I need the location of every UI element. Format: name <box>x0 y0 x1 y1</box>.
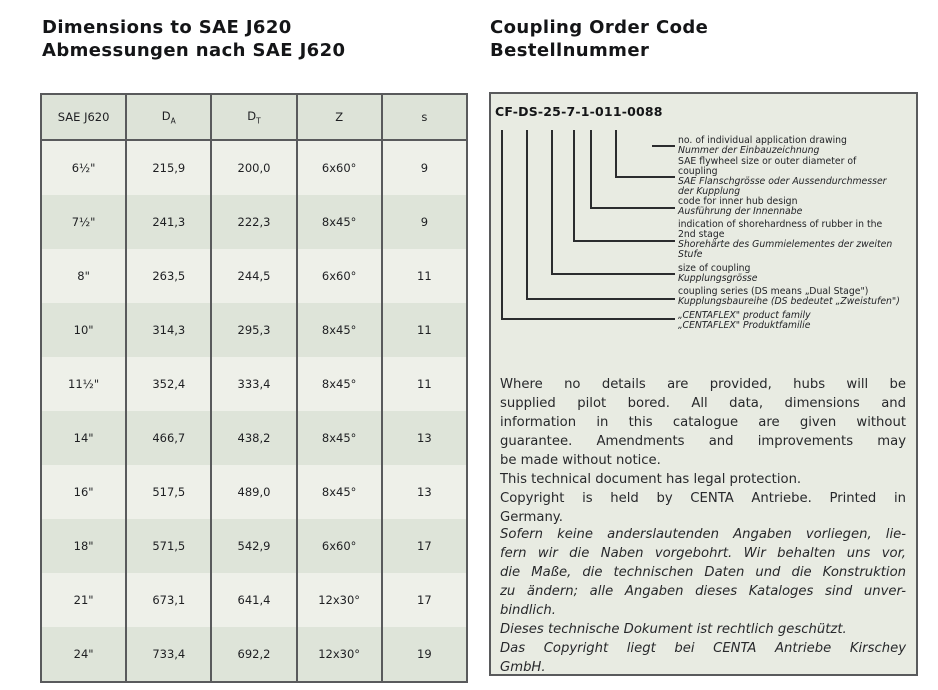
connector-line <box>526 130 528 300</box>
legal-text-line: fern wir die Naben vorgebohrt. Wir behalten uns vor, <box>500 546 906 561</box>
legal-text-line: zu ändern; alle Angaben dieses Kataloges sind unver- <box>500 584 906 599</box>
table-cell: 11 <box>382 357 467 411</box>
order-code-annotation: no. of individual application drawing Nummer der Einbauzeichnung <box>678 135 847 156</box>
table-cell: 10" <box>41 303 126 357</box>
table-cell: 295,3 <box>211 303 296 357</box>
table-cell: 517,5 <box>126 465 211 519</box>
table-cell: 8x45° <box>297 465 382 519</box>
column-header: $D_T$ <box>211 94 296 140</box>
table-cell: 13 <box>382 411 467 465</box>
table-header <box>41 94 467 140</box>
connector-line <box>590 130 592 209</box>
legal-text-line: information in this catalogue are given without <box>500 415 906 430</box>
table-cell: 6x60° <box>297 140 382 195</box>
left-section-title <box>42 16 345 62</box>
table-row <box>41 627 467 682</box>
connector-line <box>526 298 675 300</box>
order-code-annotation: „CENTAFLEX" product family „CENTAFLEX" Produktfamilie <box>678 310 811 331</box>
table-row <box>41 357 467 411</box>
table-cell: 16" <box>41 465 126 519</box>
legal-text-line: Sofern keine anderslautenden Angaben vorliegen, lie- <box>500 527 906 542</box>
legal-text-line: Das Copyright liegt bei CENTA Antriebe Kirschey <box>500 641 906 656</box>
table-cell: 215,9 <box>126 140 211 195</box>
legal-text-line: guarantee. Amendments and improvements may <box>500 434 906 449</box>
column-header: s <box>382 94 467 140</box>
table-cell: 8x45° <box>297 303 382 357</box>
connector-line <box>573 130 575 242</box>
column-header: Z <box>297 94 382 140</box>
connector-line <box>590 207 675 209</box>
table-cell: 13 <box>382 465 467 519</box>
table-cell: 21" <box>41 573 126 627</box>
table-cell: 6½" <box>41 140 126 195</box>
legal-notice-german <box>500 525 906 677</box>
table-row <box>41 411 467 465</box>
table-cell: 17 <box>382 519 467 573</box>
legal-text-line: bindlich. <box>500 603 556 618</box>
table-cell: 19 <box>382 627 467 682</box>
order-code-annotation: indication of shorehardness of rubber in the 2nd stage Shorehärte des Gummielementes der zweiten Stufe <box>678 219 893 260</box>
connector-line <box>501 318 675 320</box>
connector-line <box>652 145 675 147</box>
table-cell: 6x60° <box>297 519 382 573</box>
legal-text-line: Germany. <box>500 510 563 525</box>
table-row <box>41 195 467 249</box>
table-cell: 9 <box>382 195 467 249</box>
table-cell: 200,0 <box>211 140 296 195</box>
table-cell: 641,4 <box>211 573 296 627</box>
coupling-order-code-panel <box>489 92 918 676</box>
table-cell: 241,3 <box>126 195 211 249</box>
table-cell: 352,4 <box>126 357 211 411</box>
table-cell: 222,3 <box>211 195 296 249</box>
table-row <box>41 140 467 195</box>
order-code-annotation: SAE flywheel size or outer diameter of coupling SAE Flanschgrösse oder Aussendurchmesser der Kupplung <box>678 156 887 197</box>
legal-text-line: be made without notice. <box>500 453 661 468</box>
legal-text-line: die Maße, die technischen Daten und die Konstruktion <box>500 565 906 580</box>
dimensions-table-wrap <box>40 93 468 683</box>
sae-j620-dimensions-table <box>40 93 468 683</box>
table-cell: 7½" <box>41 195 126 249</box>
order-code-annotation: code for inner hub design Ausführung der Innennabe <box>678 196 803 217</box>
table-cell: 673,1 <box>126 573 211 627</box>
order-code: CF-DS-25-7-1-011-0088 <box>495 104 663 119</box>
table-cell: 11½" <box>41 357 126 411</box>
table-cell: 11 <box>382 303 467 357</box>
table-cell: 466,7 <box>126 411 211 465</box>
table-cell: 8x45° <box>297 195 382 249</box>
table-cell: 542,9 <box>211 519 296 573</box>
table-cell: 6x60° <box>297 249 382 303</box>
table-cell: 9 <box>382 140 467 195</box>
right-section-title <box>490 16 708 62</box>
left-title-german: Abmessungen nach SAE J620 <box>42 40 346 61</box>
table-cell: 263,5 <box>126 249 211 303</box>
legal-text-line: GmbH. <box>500 660 546 675</box>
order-code-annotation: size of coupling Kupplungsgrösse <box>678 263 758 284</box>
table-cell: 438,2 <box>211 411 296 465</box>
table-cell: 11 <box>382 249 467 303</box>
connector-line <box>615 176 675 178</box>
table-row <box>41 303 467 357</box>
left-title-english: Dimensions to SAE J620 <box>42 17 292 38</box>
table-cell: 12x30° <box>297 573 382 627</box>
table-row <box>41 519 467 573</box>
table-cell: 18" <box>41 519 126 573</box>
legal-text-line: Dieses technische Dokument ist rechtlich geschützt. <box>500 622 847 637</box>
table-cell: 24" <box>41 627 126 682</box>
table-cell: 489,0 <box>211 465 296 519</box>
connector-line <box>501 130 503 320</box>
table-cell: 17 <box>382 573 467 627</box>
column-header: SAE J620 <box>41 94 126 140</box>
legal-text-line: Copyright is held by CENTA Antriebe. Printed in <box>500 491 906 506</box>
legal-text-line: This technical document has legal protection. <box>500 472 802 487</box>
table-cell: 314,3 <box>126 303 211 357</box>
table-cell: 8x45° <box>297 411 382 465</box>
table-cell: 12x30° <box>297 627 382 682</box>
table-cell: 8x45° <box>297 357 382 411</box>
connector-line <box>551 273 675 275</box>
table-cell: 8" <box>41 249 126 303</box>
table-row <box>41 465 467 519</box>
table-cell: 333,4 <box>211 357 296 411</box>
connector-line <box>551 130 553 275</box>
column-header: $D_A$ <box>126 94 211 140</box>
table-row <box>41 573 467 627</box>
table-row <box>41 249 467 303</box>
connector-line <box>615 130 617 178</box>
right-title-english: Coupling Order Code <box>490 17 709 38</box>
connector-line <box>573 240 675 242</box>
table-cell: 733,4 <box>126 627 211 682</box>
right-title-german: Bestellnummer <box>490 40 650 61</box>
table-cell: 571,5 <box>126 519 211 573</box>
legal-text-line: Where no details are provided, hubs will be <box>500 377 906 392</box>
table-cell: 692,2 <box>211 627 296 682</box>
legal-text-line: supplied pilot bored. All data, dimensions and <box>500 396 906 411</box>
table-cell: 14" <box>41 411 126 465</box>
legal-notice-english <box>500 375 906 527</box>
order-code-annotation: coupling series (DS means „Dual Stage") Kupplungsbaureihe (DS bedeutet „Zweistufen") <box>678 286 900 307</box>
table-cell: 244,5 <box>211 249 296 303</box>
